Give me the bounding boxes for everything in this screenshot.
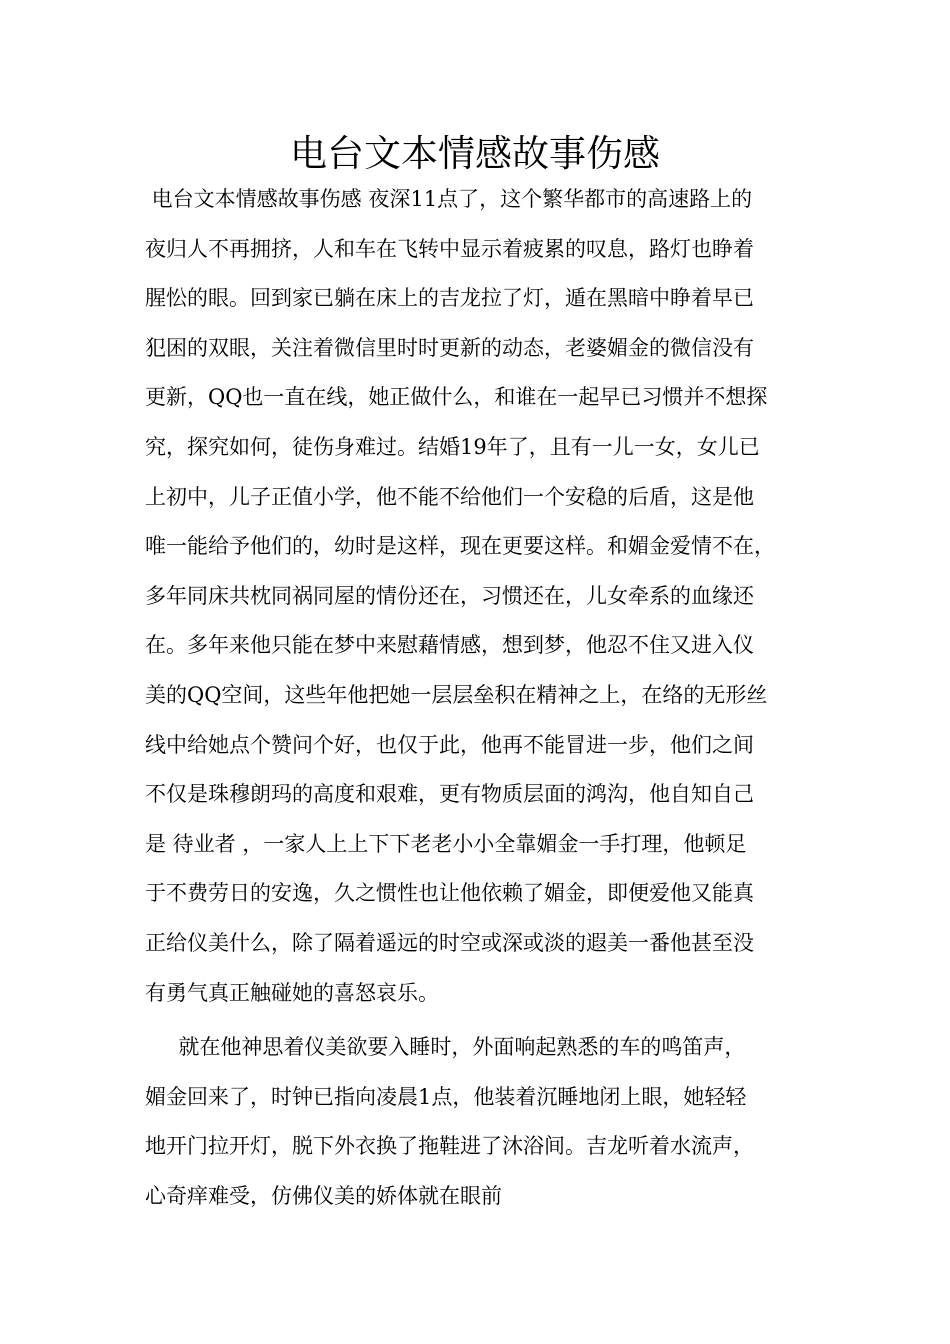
- text-line: 究，探究如何，徒伤身难过。结婚19年了，且有一儿一女，女儿已: [145, 434, 760, 459]
- paragraph-2: [145, 1023, 825, 1221]
- text-line: 就在他神思着仪美欲要入睡时，外面响起熟悉的车的鸣笛声，: [145, 1035, 746, 1060]
- text-line: 夜归人不再拥挤，人和车在飞转中显示着疲累的叹息，路灯也睁着: [145, 236, 754, 261]
- paragraph-1: [145, 175, 825, 1018]
- text-line: 地开门拉开灯，脱下外衣换了拖鞋进了沐浴间。吉龙听着水流声，: [145, 1134, 754, 1159]
- text-line: 在。多年来他只能在梦中来慰藉情感，想到梦，他忍不住又进入仪: [145, 633, 754, 658]
- text-line: 更新，QQ也一直在线，她正做什么，和谁在一起早已习惯并不想探: [145, 385, 768, 410]
- text-line: 多年同床共枕同祸同屋的情份还在，习惯还在，儿女牵系的血缘还: [145, 583, 754, 608]
- text-line: 有勇气真正触碰她的喜怒哀乐。: [145, 980, 439, 1005]
- text-line: 线中给她点个赞问个好，也仅于此，他再不能冒进一步，他们之间: [145, 732, 754, 757]
- text-line: 是 待业者 ，一家人上上下下老老小小全靠媚金一手打理，他顿足: [145, 831, 747, 856]
- text-line: 唯一能给予他们的，幼时是这样，现在更要这样。和媚金爱情不在，: [145, 534, 775, 559]
- text-line: 犯困的双眼，关注着微信里时时更新的动态，老婆媚金的微信没有: [145, 335, 754, 360]
- text-line: 于不费劳日的安逸，久之惯性也让他依赖了媚金，即便爱他又能真: [145, 881, 754, 906]
- text-line: 正给仪美什么，除了隔着遥远的时空或深或淡的遐美一番他甚至没: [145, 930, 754, 955]
- text-line: 电台文本情感故事伤感 夜深11点了，这个繁华都市的高速路上的: [145, 187, 753, 211]
- document-body: [145, 175, 825, 1221]
- text-line: 上初中，儿子正值小学，他不能不给他们一个安稳的后盾，这是他: [145, 484, 754, 509]
- text-line: 不仅是珠穆朗玛的高度和艰难，更有物质层面的鸿沟，他自知自己: [145, 782, 754, 807]
- text-line: 腥忪的眼。回到家已躺在床上的吉龙拉了灯，遁在黑暗中睁着早已: [145, 286, 754, 311]
- text-line: 心奇痒难受，仿佛仪美的娇体就在眼前: [145, 1183, 502, 1208]
- text-line: 媚金回来了，时钟已指向凌晨1点，他装着沉睡地闭上眼，她轻轻: [145, 1084, 747, 1109]
- document-title: 电台文本情感故事伤感: [290, 132, 660, 175]
- text-line: 美的QQ空间，这些年他把她一层层垒积在精神之上，在络的无形丝: [145, 682, 768, 707]
